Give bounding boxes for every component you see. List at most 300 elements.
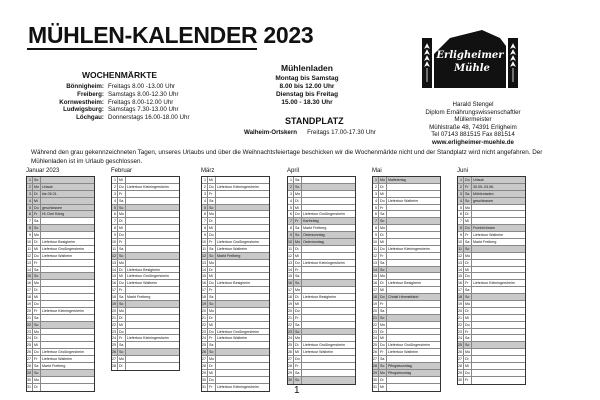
day-note: Liefertour Kleiningersheim xyxy=(473,281,515,286)
day-row xyxy=(288,287,355,294)
weekday: Mo xyxy=(209,308,214,313)
day-row xyxy=(27,225,94,232)
day-number: 1 xyxy=(204,178,206,182)
day-row xyxy=(288,329,355,336)
day-row xyxy=(288,301,355,308)
weekday: Di xyxy=(33,335,41,341)
day-number: 16 xyxy=(458,281,462,286)
weekday: Mo xyxy=(34,184,39,189)
day-row xyxy=(112,356,179,363)
day-number: 7 xyxy=(29,219,31,224)
weekday: Di xyxy=(33,287,41,293)
weekday: Sa xyxy=(379,308,387,314)
weekday: Do xyxy=(294,356,302,362)
day-number: 14 xyxy=(27,267,31,272)
day-number: 21 xyxy=(202,315,206,320)
day-note xyxy=(216,301,269,307)
weekday: Di xyxy=(379,329,387,335)
weekday: So xyxy=(464,198,472,204)
day-note xyxy=(126,315,179,321)
day-number: 5 xyxy=(460,205,462,210)
day-row xyxy=(373,356,440,363)
day-number: 2 xyxy=(460,184,462,189)
day-number: 9 xyxy=(290,233,292,238)
day-note: Liefertour Walheim xyxy=(42,357,73,362)
day-note xyxy=(216,363,269,369)
day-row xyxy=(112,211,179,218)
month-name: Februar xyxy=(111,168,133,174)
weekday: Mi xyxy=(379,191,387,197)
day-row xyxy=(202,287,269,294)
day-number: 19 xyxy=(373,302,377,307)
day-number: 26 xyxy=(288,350,292,355)
day-number: 1 xyxy=(290,178,292,182)
weekday: So xyxy=(379,315,387,321)
standplatz-time: Freitags 17.00-17.30 Uhr xyxy=(307,129,376,136)
day-note xyxy=(302,335,355,341)
day-row xyxy=(112,335,179,342)
weekday: Sa xyxy=(208,294,216,300)
day-row xyxy=(112,177,179,184)
day-row xyxy=(27,322,94,329)
weekday: Mi xyxy=(379,384,387,391)
day-number: 17 xyxy=(373,288,377,293)
weekday: So xyxy=(33,273,41,279)
weekday: Fr xyxy=(464,232,472,238)
day-note xyxy=(216,342,269,348)
day-note xyxy=(41,225,94,231)
weekday: Do xyxy=(464,370,472,376)
day-row xyxy=(458,370,525,377)
logo-text-line2: Mühle xyxy=(454,63,490,74)
day-number: 24 xyxy=(373,336,377,341)
day-row xyxy=(458,239,525,246)
day-number: 27 xyxy=(202,357,206,362)
weekday: Di xyxy=(464,356,472,362)
weekday: Do xyxy=(464,225,472,231)
weekday: Mi xyxy=(379,287,387,293)
day-number: 12 xyxy=(27,253,31,258)
weekday: Mi xyxy=(294,253,302,259)
day-number: 24 xyxy=(27,336,31,341)
day-note xyxy=(387,335,440,341)
day-note xyxy=(387,322,440,328)
day-note xyxy=(387,232,440,238)
weekday: Mo xyxy=(465,302,470,307)
day-note xyxy=(302,287,355,293)
day-number: 27 xyxy=(373,357,377,362)
weekday: Do xyxy=(294,211,302,217)
day-number: 23 xyxy=(288,329,292,334)
day-row xyxy=(288,218,355,225)
weekday: Sa xyxy=(33,267,41,273)
day-number: 18 xyxy=(27,295,31,300)
day-row xyxy=(27,377,94,384)
day-row xyxy=(112,280,179,287)
day-number: 6 xyxy=(290,212,292,217)
day-row xyxy=(373,349,440,356)
day-row xyxy=(373,232,440,239)
day-note xyxy=(387,260,440,266)
day-note xyxy=(216,287,269,293)
weekday: Do xyxy=(33,349,41,355)
day-note: Hl. Drei König xyxy=(42,212,65,217)
day-row xyxy=(27,191,94,198)
weekday: Do xyxy=(208,377,216,383)
weekday: Mi xyxy=(464,267,472,273)
weekday: Mi xyxy=(208,322,216,328)
day-number: 25 xyxy=(202,343,206,348)
day-number: 11 xyxy=(27,246,31,251)
day-number: 7 xyxy=(375,219,377,224)
weekday: Sa xyxy=(379,356,387,362)
day-number: 2 xyxy=(29,184,31,189)
day-number: 7 xyxy=(290,219,292,224)
weekday: Do xyxy=(208,184,216,190)
weekday: Fr xyxy=(294,218,302,224)
day-note xyxy=(387,301,440,307)
weekday: Di xyxy=(294,246,302,252)
weekday: So xyxy=(33,225,41,231)
weekday: So xyxy=(379,267,387,273)
day-note: Urlaub xyxy=(42,184,53,189)
day-row xyxy=(288,335,355,342)
hours-line: 15.00 - 18.30 Uhr xyxy=(281,99,333,106)
day-row xyxy=(288,273,355,280)
day-row xyxy=(112,322,179,329)
day-row xyxy=(458,377,525,384)
day-row xyxy=(373,273,440,280)
day-note xyxy=(302,315,355,321)
day-row xyxy=(112,349,179,356)
day-row xyxy=(27,273,94,280)
day-row xyxy=(373,260,440,267)
day-row xyxy=(27,342,94,349)
day-note: Liefertour Kleiningersheim xyxy=(217,184,259,189)
weekday: Sa xyxy=(294,177,302,183)
day-number: 12 xyxy=(373,253,377,258)
day-note xyxy=(126,349,179,355)
weekday: So xyxy=(118,301,126,307)
day-note xyxy=(472,322,525,328)
day-note xyxy=(126,363,179,370)
day-number: 3 xyxy=(460,191,462,196)
hours-line: 8.00 bis 12.00 Uhr xyxy=(279,83,335,90)
day-row xyxy=(27,218,94,225)
day-number: 28 xyxy=(458,364,462,369)
day-row xyxy=(112,205,179,212)
day-row xyxy=(112,294,179,301)
day-number: 19 xyxy=(27,302,31,307)
day-number: 13 xyxy=(27,260,31,265)
day-row xyxy=(458,280,525,287)
day-note xyxy=(387,315,440,321)
day-number: 17 xyxy=(202,288,206,293)
day-note xyxy=(216,232,269,238)
day-row xyxy=(27,267,94,274)
day-note xyxy=(216,211,269,217)
weekday: Mi xyxy=(33,198,41,204)
day-note: Liefertour Kleiningersheim xyxy=(127,336,169,341)
weekday: So xyxy=(118,205,126,211)
day-number: 13 xyxy=(373,260,377,265)
day-number: 5 xyxy=(29,205,31,210)
day-number: 15 xyxy=(373,274,377,279)
day-number: 20 xyxy=(27,308,31,313)
weekday: Fr xyxy=(208,239,216,245)
day-number: 5 xyxy=(204,205,206,210)
day-note xyxy=(302,377,355,384)
day-row xyxy=(373,308,440,315)
market-row xyxy=(34,114,190,122)
weekday: Do xyxy=(464,177,472,183)
day-row xyxy=(27,308,94,315)
day-note xyxy=(302,273,355,279)
day-number: 26 xyxy=(112,350,116,355)
weekday: Sa xyxy=(208,342,216,348)
day-number: 17 xyxy=(288,288,292,293)
weekday: So xyxy=(208,205,216,211)
day-row xyxy=(458,308,525,315)
day-note xyxy=(41,273,94,279)
weekday: Fr xyxy=(208,287,216,293)
weekday: Sa xyxy=(464,287,472,293)
day-note xyxy=(387,273,440,279)
weekday: So xyxy=(33,177,41,183)
day-row xyxy=(27,253,94,260)
day-row xyxy=(458,198,525,205)
day-row xyxy=(373,342,440,349)
day-note xyxy=(472,370,525,376)
day-row xyxy=(458,260,525,267)
weekday: Di xyxy=(208,315,216,321)
day-number: 23 xyxy=(458,329,462,334)
day-row xyxy=(288,232,355,239)
day-row xyxy=(373,377,440,384)
day-note xyxy=(387,191,440,197)
day-number: 30 xyxy=(27,377,31,382)
weekday: Mo xyxy=(119,357,124,362)
month-column xyxy=(111,168,180,371)
day-note xyxy=(126,322,179,328)
day-number: 22 xyxy=(373,322,377,327)
day-note xyxy=(387,384,440,391)
weekday: Mi xyxy=(118,225,126,231)
day-row xyxy=(112,315,179,322)
day-number: 11 xyxy=(288,246,292,251)
day-number: 4 xyxy=(204,198,206,203)
day-note: Markt Freiberg xyxy=(303,226,327,231)
day-number: 8 xyxy=(290,226,292,231)
day-number: 28 xyxy=(202,364,206,369)
day-row xyxy=(202,377,269,384)
day-note: 30.05.-03.06. xyxy=(473,184,495,189)
day-number: 16 xyxy=(288,281,292,286)
month-grid xyxy=(372,176,441,392)
weekday: Mi xyxy=(379,239,387,245)
street-address: Mühlstraße 48, 74391 Erligheim xyxy=(429,123,517,131)
weekday: Mo xyxy=(295,240,300,245)
weekday: Sa xyxy=(118,294,126,300)
day-note: Liefertour Walheim xyxy=(217,246,248,251)
weekday: Mo xyxy=(295,191,300,196)
day-number: 20 xyxy=(202,308,206,313)
weekday: So xyxy=(208,349,216,355)
day-row xyxy=(458,218,525,225)
day-number: 19 xyxy=(112,302,116,307)
day-number: 9 xyxy=(375,233,377,238)
weekday: Di xyxy=(294,198,302,204)
day-note xyxy=(472,267,525,273)
day-row xyxy=(202,239,269,246)
day-note: Liefertour Walheim xyxy=(217,336,248,341)
day-row xyxy=(288,267,355,274)
day-row xyxy=(373,280,440,287)
day-row xyxy=(288,377,355,384)
day-row xyxy=(202,253,269,260)
day-number: 9 xyxy=(204,233,206,238)
weekday: So xyxy=(294,184,302,190)
day-number: 8 xyxy=(114,226,116,231)
weekday: Fr xyxy=(379,301,387,307)
day-number: 1 xyxy=(114,178,116,182)
standplatz-place: Walheim-Ortskern xyxy=(244,129,298,136)
month-name: März xyxy=(201,168,215,174)
day-note: Liefertour Kleiningersheim xyxy=(303,260,345,265)
day-note: Karfreitag xyxy=(303,219,319,224)
weekday: Mi xyxy=(294,301,302,307)
day-row xyxy=(373,184,440,191)
day-note xyxy=(126,301,179,307)
day-number: 14 xyxy=(202,267,206,272)
day-row xyxy=(288,363,355,370)
day-number: 29 xyxy=(458,370,462,375)
day-number: 13 xyxy=(458,260,462,265)
weekday: Do xyxy=(118,280,126,286)
day-note xyxy=(302,280,355,286)
day-row xyxy=(458,184,525,191)
day-row xyxy=(458,363,525,370)
day-note xyxy=(216,377,269,383)
weekday: So xyxy=(464,246,472,252)
weekday: Mi xyxy=(464,315,472,321)
day-note: Ostersonntag xyxy=(303,233,325,238)
weekday: Di xyxy=(464,211,472,217)
day-row xyxy=(27,280,94,287)
day-row xyxy=(288,177,355,184)
day-row xyxy=(27,246,94,253)
day-row xyxy=(288,322,355,329)
page-title: MÜHLEN-KALENDER 2023 xyxy=(28,22,314,48)
day-note xyxy=(41,384,94,391)
day-row xyxy=(202,267,269,274)
day-number: 14 xyxy=(112,267,116,272)
weekday: Di xyxy=(33,191,41,197)
day-row xyxy=(202,335,269,342)
day-number: 9 xyxy=(114,233,116,238)
day-number: 12 xyxy=(112,253,116,258)
weekday: Do xyxy=(118,329,126,335)
market-time: Samstags 7.30-13.00 Uhr xyxy=(108,106,179,114)
day-note: Liefertour Walheim xyxy=(303,350,334,355)
weekday: Do xyxy=(208,232,216,238)
day-number: 9 xyxy=(460,233,462,238)
day-number: 29 xyxy=(373,370,377,375)
day-number: 15 xyxy=(458,274,462,279)
weekday: Mo xyxy=(380,178,385,182)
day-row xyxy=(458,211,525,218)
standplatz-info xyxy=(244,129,376,136)
day-number: 30 xyxy=(288,377,292,382)
day-note xyxy=(302,370,355,376)
day-note xyxy=(41,280,94,286)
day-note xyxy=(302,267,355,273)
weekday: Di xyxy=(118,315,126,321)
day-row xyxy=(458,246,525,253)
day-row xyxy=(458,232,525,239)
day-row xyxy=(112,191,179,198)
day-row xyxy=(202,322,269,329)
day-row xyxy=(288,198,355,205)
weekday: Mo xyxy=(34,377,39,382)
day-note xyxy=(126,356,179,362)
day-number: 18 xyxy=(373,295,377,300)
day-number: 14 xyxy=(458,267,462,272)
market-row xyxy=(34,106,190,114)
month-column xyxy=(457,168,526,385)
day-number: 26 xyxy=(373,350,377,355)
day-row xyxy=(202,273,269,280)
day-row xyxy=(27,205,94,212)
day-row xyxy=(27,349,94,356)
day-note: geschlossen xyxy=(473,198,493,203)
website-link[interactable]: www.erligheimer-muehle.de xyxy=(432,138,514,146)
day-note xyxy=(387,377,440,383)
day-row xyxy=(373,218,440,225)
day-row xyxy=(373,370,440,377)
address-block xyxy=(403,101,543,147)
day-row xyxy=(288,294,355,301)
day-number: 15 xyxy=(202,274,206,279)
day-note: Liefertour Walheim xyxy=(388,198,419,203)
day-number: 29 xyxy=(288,370,292,375)
weekday: Sa xyxy=(464,191,472,197)
day-row xyxy=(373,211,440,218)
day-note xyxy=(387,308,440,314)
day-note: Liefertour Großingersheim xyxy=(303,343,345,348)
day-row xyxy=(112,218,179,225)
day-row xyxy=(112,198,179,205)
weekday: Sa xyxy=(464,335,472,341)
day-number: 27 xyxy=(27,357,31,362)
weekday: Fr xyxy=(464,280,472,286)
day-row xyxy=(288,225,355,232)
weekday: Mi xyxy=(33,294,41,300)
weekday: So xyxy=(464,342,472,348)
weekday: Fr xyxy=(208,191,216,197)
day-row xyxy=(112,287,179,294)
weekday: Sa xyxy=(118,342,126,348)
day-number: 20 xyxy=(112,308,116,313)
day-number: 30 xyxy=(458,377,462,382)
day-row xyxy=(373,239,440,246)
weekday: Mi xyxy=(379,335,387,341)
day-row xyxy=(458,225,525,232)
weekday: Fr xyxy=(379,349,387,355)
day-row xyxy=(373,225,440,232)
weekday: Do xyxy=(464,322,472,328)
day-note xyxy=(41,370,94,376)
